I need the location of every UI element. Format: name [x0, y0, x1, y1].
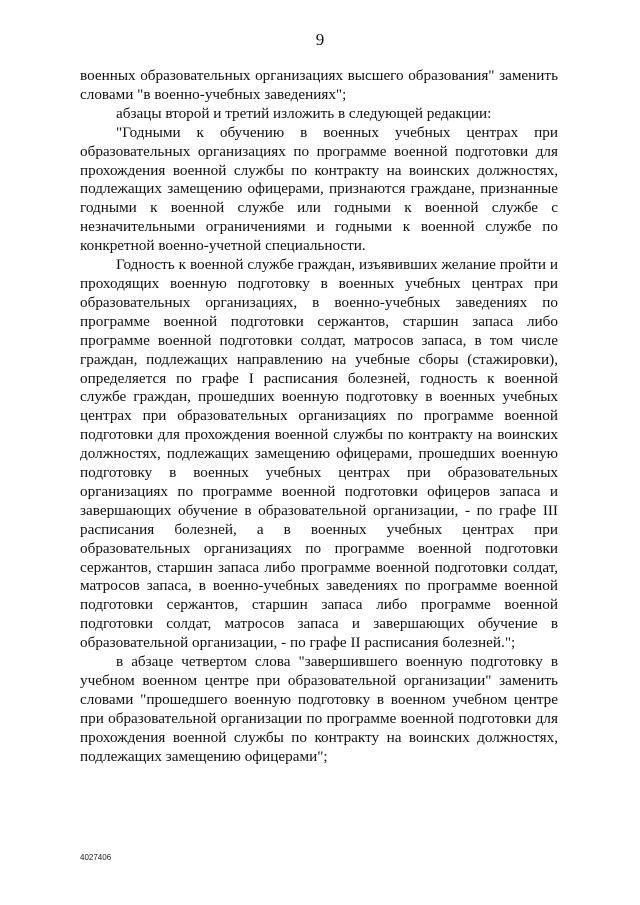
paragraph-instruction: абзацы второй и третий изложить в следующей редакции: [116, 104, 492, 122]
paragraph-fitness-categories: Годность к военной службе граждан, изъявивших желание пройти и проходящих военную подготовку в военных учебных центрах при образовательных организациях, в военно-учебных заведениях по программе военной подготовки сержантов, старшин запаса либо программе военной подготовки солдат, матросов запаса, в том числе граждан, подлежащих направлению на учебные сборы (стажировки), определяется по графе I расписания болезней, годность к военной службе граждан, прошедших военную подготовку в военных учебных центрах при образовательных организациях по программе военной подготовки для прохождения военной службы по контракту на воинских должностях, подлежащих замещению офицерами, прошедших военную подготовку в военных учебных центрах при образовательных организациях по программе военной подготовки офицеров запаса и завершающих обучение в образовательной организации, - по графе III расписания болезней, а в военных учебных центрах при образовательных организациях по программе военной подготовки сержантов, старшин запаса либо программе военной подготовки солдат, матросов запаса, в военно-учебных заведениях по программе военной подготовки сержантов, старшин запаса либо программе военной подготовки солдат, матросов запаса и завершающих обучение в образовательной организации, - по графе II расписания болезней."; [80, 256, 558, 652]
paragraph-amendment-fourth: в абзаце четвертом слова "завершившего военную подготовку в учебном военном центре при образовательной организации" заменить словами "прошедшего военную подготовку в военном учебном центре при образовательной организации по программе военной подготовки для прохождения военной службы по контракту на воинских должностях, подлежащих замещению офицерами"; [80, 653, 558, 765]
document-body [80, 67, 558, 767]
paragraph-fitness-training: "Годными к обучению в военных учебных центрах при образовательных организациях по программе военной подготовки для прохождения военной службы по контракту на воинских должностях, подлежащих замещению офицерами, признаются граждане, признанные годными к военной службе или годными к военной службе с незначительными ограничениями и годными к военной службе по конкретной военно-учетной специальности. [80, 123, 558, 255]
document-code: 4027406 [80, 853, 112, 862]
paragraph-continuation: военных образовательных организациях высшего образования" заменить словами "в военно-учебных заведениях"; [80, 67, 558, 103]
page-number: 9 [315, 30, 325, 49]
